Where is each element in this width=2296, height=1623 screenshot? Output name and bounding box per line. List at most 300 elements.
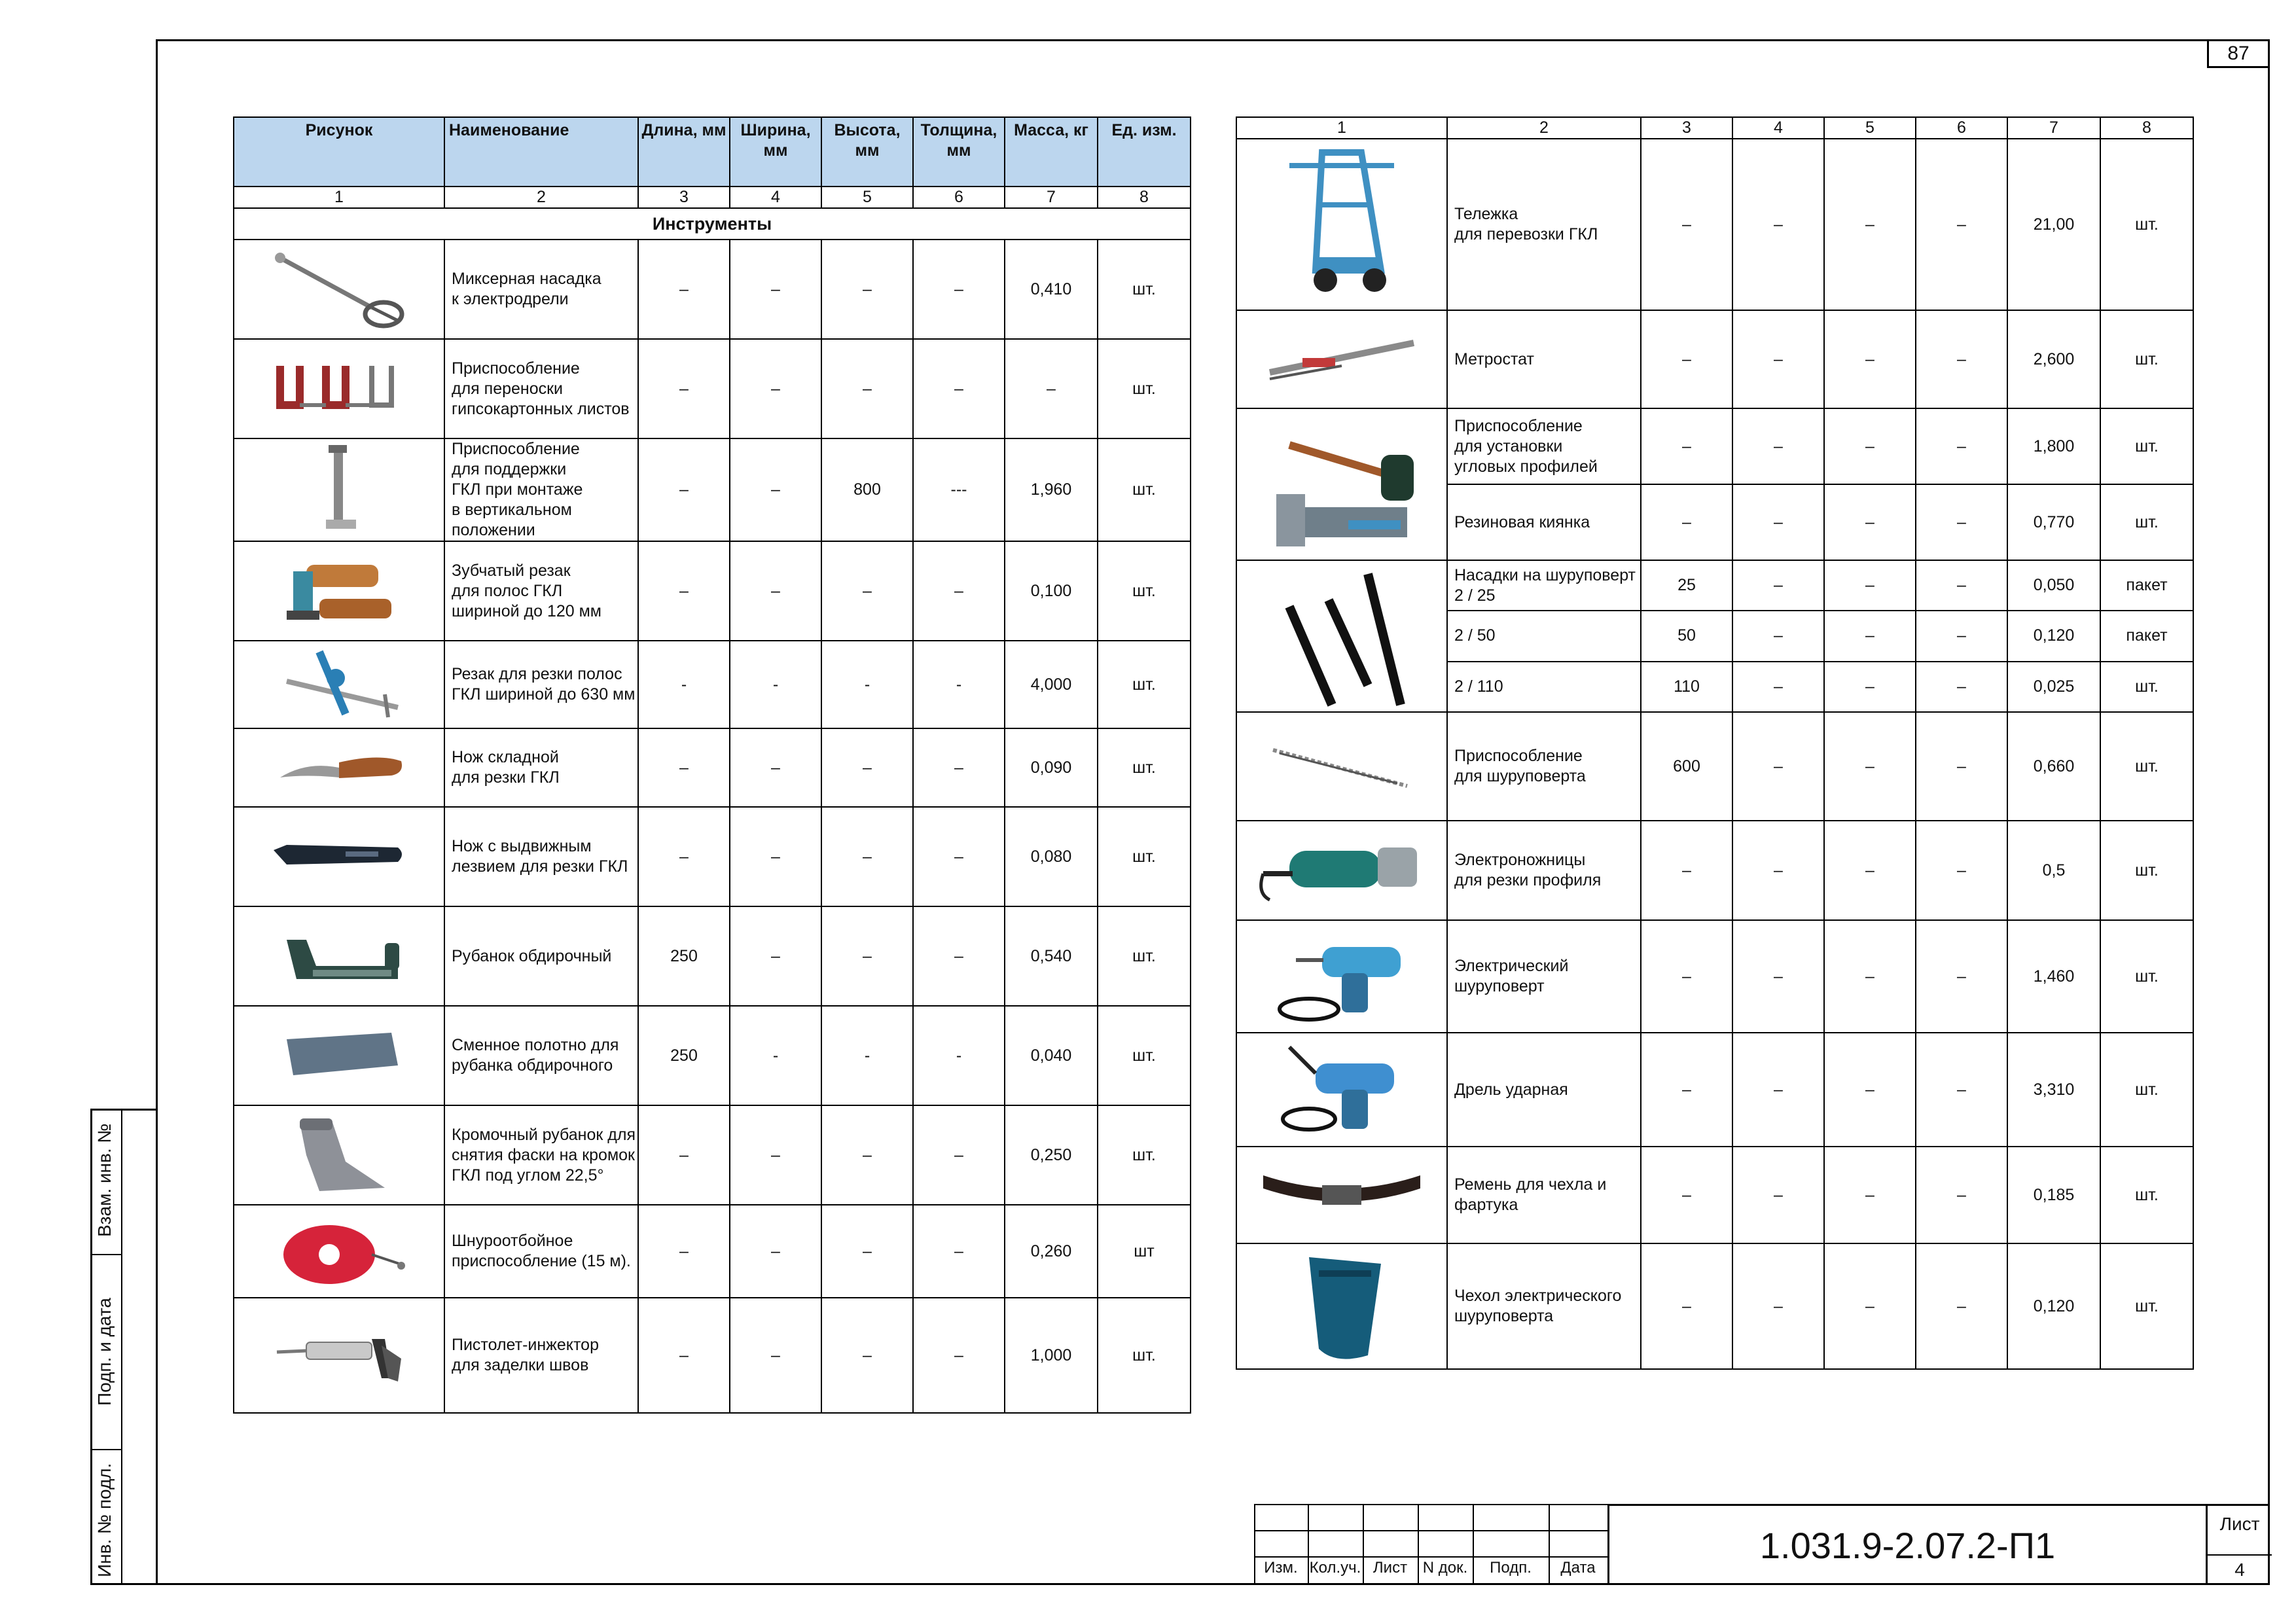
item-name [1447,1147,1641,1243]
picture-cell [234,438,444,541]
stamp-label-signature: Подп. [1490,1559,1532,1577]
item-name [1447,662,1641,712]
unit-cell: шт. [2100,920,2193,1033]
screwdriver-holster-icon [1237,1244,1446,1368]
dimension-cell: – [1916,662,2007,712]
picture-cell [1236,1033,1447,1147]
dimension-cell: – [1732,408,1824,484]
dimension-cell: – [1824,139,1916,310]
table-row [1236,560,2193,611]
picture-cell [234,906,444,1006]
unit-cell: шт. [1098,641,1191,728]
item-name [1447,139,1641,310]
col-number: 8 [2100,117,2193,139]
caulking-gun-icon [234,1319,444,1391]
dimension-cell: – [1824,1243,1916,1369]
col-header: Рисунок [234,117,444,187]
dimension-cell: – [821,240,913,339]
dimension-cell: – [730,1298,821,1413]
mass-cell: 0,090 [1005,728,1098,807]
mass-cell: 0,540 [1005,906,1098,1006]
dimension-cell: – [1916,1243,2007,1369]
stamp-label-doc-no: N док. [1422,1559,1468,1577]
mass-cell: 0,025 [2007,662,2100,712]
dimension-cell: – [1824,1033,1916,1147]
mass-cell: 0,260 [1005,1205,1098,1298]
electric-shears-icon [1237,821,1446,919]
item-name-line: 2 / 110 [1454,677,1503,696]
mass-cell: 0,250 [1005,1105,1098,1205]
dimension-cell: – [1641,310,1732,408]
strip-cutter-icon [234,642,444,727]
unit-cell: шт. [2100,1243,2193,1369]
tools-table-left [233,116,1191,1414]
col-number: 5 [821,187,913,208]
dimension-cell: – [1641,484,1732,560]
picture-cell [1236,920,1447,1033]
dimension-cell: – [913,339,1005,438]
dimension-cell: – [1732,484,1824,560]
item-name-line: Кромочный рубанок для [452,1125,636,1144]
picture-cell [234,807,444,906]
dimension-cell: – [1641,139,1732,310]
unit-cell: шт. [1098,240,1191,339]
page-number: 87 [2207,39,2270,68]
unit-cell: шт. [2100,1147,2193,1243]
item-name [444,641,638,728]
dimension-cell: – [638,807,730,906]
stamp-label-count: Кол.уч. [1309,1559,1361,1577]
item-name-line: Приспособление [452,359,580,378]
item-name [1447,821,1641,920]
picture-cell [234,240,444,339]
dimension-cell: – [1641,1033,1732,1147]
dimension-cell: – [913,240,1005,339]
item-name-line: для шуруповерта [1454,767,1586,785]
item-name-line: для переноски [452,379,564,398]
mass-cell: 4,000 [1005,641,1098,728]
mass-cell: – [1005,339,1098,438]
stamp-label-date: Дата [1560,1559,1596,1577]
dimension-cell: - [913,1006,1005,1105]
table-row [234,1006,1191,1105]
edge-plane-icon [234,1109,444,1201]
item-name-line: ГКЛ при монтаже [452,480,583,499]
dimension-cell: – [1916,920,2007,1033]
dimension-cell: - [638,641,730,728]
unit-cell: шт. [1098,541,1191,641]
stamp-label-change: Изм. [1264,1559,1298,1577]
screwdriver-bits-icon [1237,561,1446,711]
section-row [234,208,1191,240]
item-name-line: снятия фаски на кромок [452,1145,635,1164]
unit-cell: шт. [1098,1006,1191,1105]
dimension-cell: 110 [1641,662,1732,712]
item-name-line: Рубанок обдирочный [452,946,612,965]
col-number: 7 [2007,117,2100,139]
unit-cell: пакет [2100,611,2193,661]
item-name-line: угловых профилей [1454,457,1598,476]
picture-cell [1236,821,1447,920]
section-title: Инструменты [234,208,1191,240]
dimension-cell: – [638,240,730,339]
table-row [1236,821,2193,920]
board-support-icon [234,441,444,539]
item-name-line: для поддержки [452,460,567,478]
dimension-cell: - [913,641,1005,728]
dimension-cell: 50 [1641,611,1732,661]
side-label-replacement-inv: Взам. инв. № [94,1123,115,1237]
dimension-cell: – [1916,139,2007,310]
item-name-line: Электрический [1454,957,1569,975]
item-name-line: Приспособление [1454,747,1583,765]
dimension-cell: – [1824,408,1916,484]
item-name [444,807,638,906]
dimension-cell: – [1732,560,1824,611]
table-row [1236,408,2193,484]
item-name-line: для резки профиля [1454,871,1602,889]
item-name-line: Нож складной [452,748,559,766]
sheet-box [2206,1504,2270,1585]
dimension-cell: – [638,541,730,641]
dimension-cell: 25 [1641,560,1732,611]
unit-cell: шт. [2100,712,2193,821]
table-row [1236,310,2193,408]
picture-cell [1236,310,1447,408]
item-name-line: фартука [1454,1196,1518,1214]
unit-cell: шт. [2100,408,2193,484]
dimension-cell: – [1732,1033,1824,1147]
item-name-line: ГКЛ шириной до 630 мм [452,685,636,704]
column-numbers-row [234,187,1191,208]
item-name-line: Тележка [1454,205,1518,223]
dimension-cell: – [1916,484,2007,560]
item-name [444,906,638,1006]
rasp-plane-icon [234,920,444,992]
unit-cell: шт. [1098,1298,1191,1413]
dimension-cell: – [821,807,913,906]
dimension-cell: 250 [638,1006,730,1105]
col-number: 1 [1236,117,1447,139]
col-header: Ед. изм. [1098,117,1191,187]
mass-cell: 0,040 [1005,1006,1098,1105]
picture-cell [1236,712,1447,821]
mass-cell: 0,660 [2007,712,2100,821]
picture-cell [1236,1147,1447,1243]
dimension-cell: – [1824,611,1916,661]
table-row [234,541,1191,641]
dimension-cell: – [1824,1147,1916,1243]
item-name-line: приспособление (15 м). [452,1252,631,1270]
picture-cell [234,1105,444,1205]
dimension-cell: – [913,807,1005,906]
dimension-cell: – [730,728,821,807]
dimension-cell: – [821,339,913,438]
dimension-cell: – [1732,139,1824,310]
item-name [444,240,638,339]
mass-cell: 0,100 [1005,541,1098,641]
dimension-cell: – [730,541,821,641]
unit-cell: пакет [2100,560,2193,611]
unit-cell: шт. [2100,139,2193,310]
dimension-cell: --- [913,438,1005,541]
picture-cell [1236,408,1447,560]
unit-cell: шт. [2100,821,2193,920]
col-header: Толщина, мм [913,117,1005,187]
dimension-cell: – [1916,611,2007,661]
side-label-original-inv: Инв. № подл. [94,1463,115,1577]
item-name-line: шириной до 120 мм [452,601,601,620]
electric-screwdriver-icon [1237,921,1446,1032]
dimension-cell: – [1732,611,1824,661]
picture-cell [1236,139,1447,310]
screw-feeder-icon [1237,734,1446,799]
dimension-cell: – [913,728,1005,807]
item-name [444,1105,638,1205]
unit-cell: шт [1098,1205,1191,1298]
stamp-label-sheet: Лист [1372,1559,1408,1577]
metrostat-icon [1237,327,1446,392]
mass-cell: 1,460 [2007,920,2100,1033]
col-header: Длина, мм [638,117,730,187]
col-number: 4 [1732,117,1824,139]
utility-knife-icon [234,830,444,883]
item-name-line: Ремень для чехла и [1454,1175,1607,1194]
item-name-line: Пистолет-инжектор [452,1336,599,1354]
corner-tool-mallet-icon [1237,409,1446,560]
dimension-cell: – [730,339,821,438]
picture-cell [234,1298,444,1413]
dimension-cell: – [1732,310,1824,408]
table-row [234,1298,1191,1413]
col-number: 2 [1447,117,1641,139]
dimension-cell: - [730,641,821,728]
col-number: 8 [1098,187,1191,208]
item-name [444,1298,638,1413]
item-name-line: Шнуроотбойное [452,1232,573,1250]
col-number: 3 [1641,117,1732,139]
dimension-cell: – [1916,821,2007,920]
item-name-line: Насадки на шуруповерт [1454,565,1636,584]
mass-cell: 0,120 [2007,1243,2100,1369]
col-header: Ширина, мм [730,117,821,187]
item-name-line: для установки [1454,437,1563,455]
dimension-cell: - [821,641,913,728]
dimension-cell: – [638,339,730,438]
col-header: Наименование [444,117,638,187]
item-name-line: Резак для резки полос [452,665,622,683]
item-name-line: Чехол электрического [1454,1287,1622,1305]
item-name-line: для полос ГКЛ [452,581,563,600]
dimension-cell: – [1824,920,1916,1033]
dimension-cell: – [1824,662,1916,712]
item-name-line: в вертикальном [452,501,572,519]
item-name [1447,920,1641,1033]
sheet-number: 4 [2208,1554,2272,1580]
table-row [234,641,1191,728]
item-name-line: Приспособление [1454,416,1583,435]
item-name-line: гипсокартонных листов [452,399,630,418]
mass-cell: 0,770 [2007,484,2100,560]
picture-cell [234,1205,444,1298]
picture-cell [234,1006,444,1105]
dimension-cell: - [730,1006,821,1105]
dimension-cell: – [730,807,821,906]
mass-cell: 1,960 [1005,438,1098,541]
dimension-cell: – [1732,1243,1824,1369]
table-row [234,240,1191,339]
unit-cell: шт. [2100,662,2193,712]
table-row [234,807,1191,906]
col-number: 6 [1916,117,2007,139]
item-name-line: Резиновая киянка [1454,512,1590,531]
picture-cell [234,728,444,807]
dimension-cell: – [1916,712,2007,821]
item-name [1447,560,1641,611]
dimension-cell: – [1641,1147,1732,1243]
col-number: 3 [638,187,730,208]
item-name [1447,484,1641,560]
dimension-cell: – [1916,310,2007,408]
item-name-line: для заделки швов [452,1356,589,1374]
picture-cell [1236,1243,1447,1369]
item-name-line: 2 / 25 [1454,586,1496,605]
table-row [1236,139,2193,310]
dimension-cell: 250 [638,906,730,1006]
title-block [1254,1504,2270,1585]
item-name-line: Метростат [1454,349,1534,368]
item-name-line: 2 / 50 [1454,626,1496,645]
col-number: 1 [234,187,444,208]
column-numbers-row [1236,117,2193,139]
unit-cell: шт. [2100,1033,2193,1147]
item-name-line: шуруповерта [1454,1307,1554,1325]
item-name-line: Приспособление [452,440,580,458]
table-row [1236,1243,2193,1369]
dimension-cell: – [821,728,913,807]
item-name-line: лезвием для резки ГКЛ [452,857,628,876]
item-name-line: Электроножницы [1454,851,1586,869]
dimension-cell: – [821,1205,913,1298]
dimension-cell: – [1824,310,1916,408]
picture-cell [234,541,444,641]
mass-cell: 0,5 [2007,821,2100,920]
plane-blade-icon [234,1020,444,1092]
col-number: 7 [1005,187,1098,208]
dimension-cell: – [638,1205,730,1298]
item-name [1447,611,1641,661]
item-name-line: Сменное полотно для [452,1036,619,1054]
col-number: 2 [444,187,638,208]
mass-cell: 1,800 [2007,408,2100,484]
dimension-cell: – [1641,408,1732,484]
item-name [1447,712,1641,821]
sheet-label: Лист [2219,1514,2260,1534]
item-name-line: Зубчатый резак [452,561,571,580]
item-name-line: положении [452,521,535,539]
dimension-cell: – [1916,1033,2007,1147]
dimension-cell: – [821,541,913,641]
dimension-cell: – [638,438,730,541]
table-row [234,728,1191,807]
unit-cell: шт. [1098,906,1191,1006]
dimension-cell: – [913,541,1005,641]
table-row [1236,920,2193,1033]
dimension-cell: – [730,1105,821,1205]
table-row [234,906,1191,1006]
col-header: Масса, кг [1005,117,1098,187]
tools-table-right [1236,116,2194,1370]
mass-cell: 0,050 [2007,560,2100,611]
dimension-cell: – [730,906,821,1006]
dimension-cell: 600 [1641,712,1732,821]
dimension-cell: – [730,1205,821,1298]
document-code: 1.031.9-2.07.2-П1 [1607,1504,2206,1585]
dimension-cell: – [913,906,1005,1006]
item-name [1447,310,1641,408]
item-name [444,339,638,438]
unit-cell: шт. [2100,310,2193,408]
dimension-cell: – [821,1298,913,1413]
dimension-cell: – [638,1298,730,1413]
item-name [1447,1033,1641,1147]
mass-cell: 1,000 [1005,1298,1098,1413]
item-name [1447,408,1641,484]
unit-cell: шт. [1098,728,1191,807]
table-row [234,339,1191,438]
item-name [444,728,638,807]
dimension-cell: – [1916,560,2007,611]
item-name-line: к электродрели [452,290,569,308]
dimension-cell: – [638,1105,730,1205]
item-name-line: для резки ГКЛ [452,768,560,787]
item-name-line: для перевозки ГКЛ [1454,225,1598,243]
dimension-cell: – [1732,1147,1824,1243]
table-row [234,1205,1191,1298]
table-row [1236,1033,2193,1147]
picture-cell [234,641,444,728]
col-number: 4 [730,187,821,208]
dimension-cell: – [913,1105,1005,1205]
dimension-cell: - [821,1006,913,1105]
mass-cell: 0,185 [2007,1147,2100,1243]
dimension-cell: – [1732,920,1824,1033]
tool-belt-icon [1237,1149,1446,1241]
item-name-line: Нож с выдвижным [452,837,592,855]
mass-cell: 21,00 [2007,139,2100,310]
item-name [444,541,638,641]
table-row [234,438,1191,541]
unit-cell: шт. [1098,1105,1191,1205]
item-name [1447,1243,1641,1369]
dimension-cell: – [1732,662,1824,712]
dimension-cell: – [1824,821,1916,920]
dimension-cell: – [1732,821,1824,920]
item-name-line: Миксерная насадка [452,270,601,288]
mass-cell: 0,080 [1005,807,1098,906]
board-carrier-icon [234,353,444,425]
mixer-attachment-icon [234,243,444,335]
picture-cell [234,339,444,438]
chalk-line-icon [234,1212,444,1291]
col-header: Высота, мм [821,117,913,187]
dimension-cell: – [821,1105,913,1205]
mass-cell: 3,310 [2007,1033,2100,1147]
dimension-cell: – [1641,821,1732,920]
dimension-cell: – [1824,484,1916,560]
picture-cell [1236,560,1447,712]
table-row [1236,1147,2193,1243]
